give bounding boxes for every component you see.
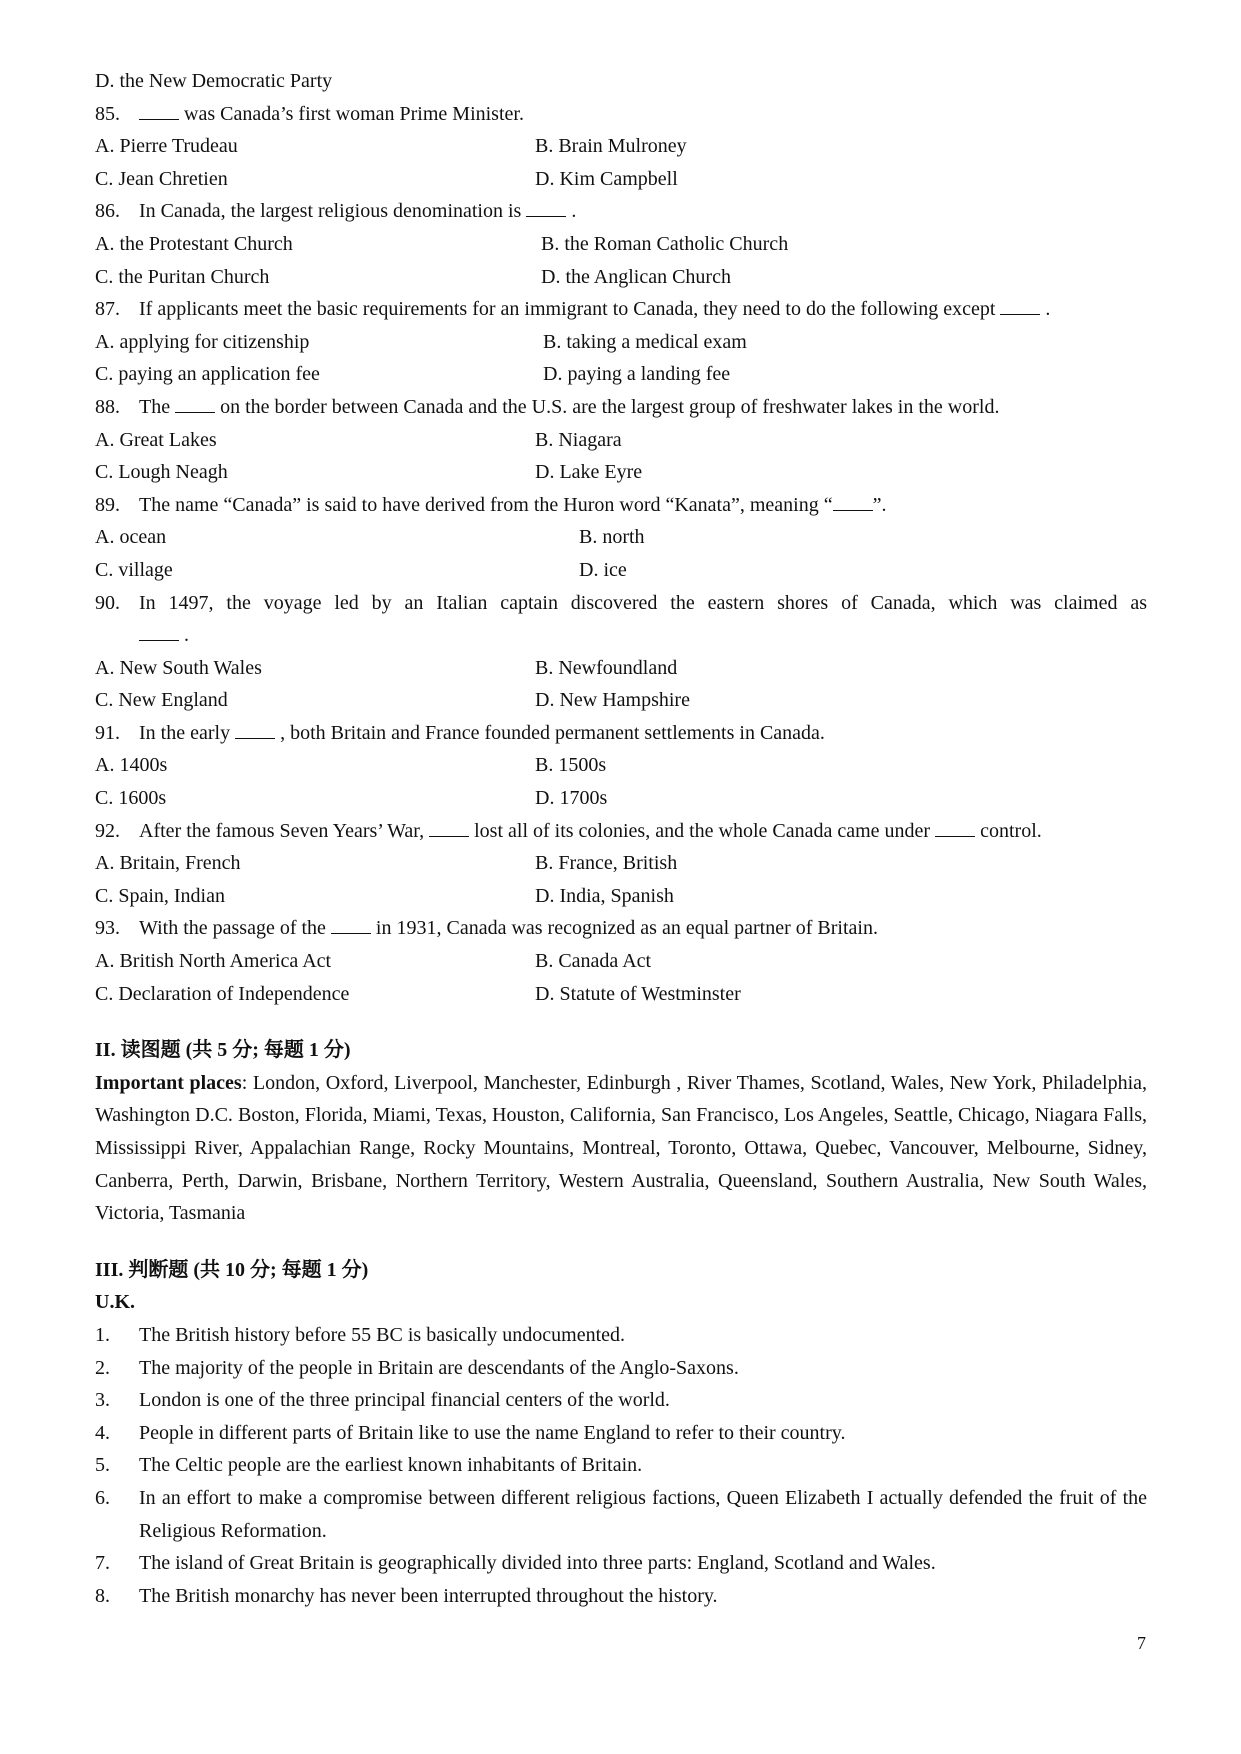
answer-blank xyxy=(935,818,975,837)
option-b: B. Niagara xyxy=(535,428,622,451)
question-text: In 1497, the voyage led by an Italian captain discovered the eastern shores of Canada, which was claimed as xyxy=(139,591,1147,614)
question-number: 86. xyxy=(95,200,120,223)
question-87 xyxy=(95,293,1147,391)
question-text-tail: on the border between Canada and the U.S. are the largest group of freshwater lakes in the world. xyxy=(215,395,1000,418)
question-text: After the famous Seven Years’ War, xyxy=(139,819,430,842)
option-d: D. New Hampshire xyxy=(535,689,690,712)
option-c: C. 1600s xyxy=(95,787,167,810)
question-number: 87. xyxy=(95,298,120,321)
option-b: B. taking a medical exam xyxy=(543,330,747,353)
question-93 xyxy=(95,912,1147,1010)
question-91 xyxy=(95,717,1147,815)
option-c: C. Lough Neagh xyxy=(95,461,228,484)
answer-blank xyxy=(429,818,469,837)
important-places-paragraph xyxy=(95,1067,1147,1230)
option-c: C. the Puritan Church xyxy=(95,265,270,288)
option-d: D. Kim Campbell xyxy=(535,167,678,190)
option-c: C. village xyxy=(95,558,173,581)
page-number: 7 xyxy=(1137,1633,1146,1653)
option-b: B. the Roman Catholic Church xyxy=(541,232,789,255)
answer-blank xyxy=(1000,296,1040,315)
question-text-tail: control. xyxy=(975,819,1042,842)
answer-blank xyxy=(833,492,873,511)
important-places-list: : London, Oxford, Liverpool, Manchester, Edinburgh , River Thames, Scotland, Wales, New York, Philadelphia, Washington D.C. Boston, Florida, Miami, Texas, Houston, California, San Francisco, Los Angeles, Seattle, Chicago, Niagara Falls, Mississippi River, Appalachian Range, Rocky Mountains, Montreal, Toronto, Ottawa, Quebec, Vancouver, Melbourne, Sidney, Canberra, Perth, Darwin, Brisbane, Northern Territory, Western Australia, Queensland, Southern Australia, New South Wales, Victoria, Tasmania xyxy=(95,1071,1148,1225)
option-d: D. ice xyxy=(579,558,627,581)
option-c: C. Jean Chretien xyxy=(95,167,228,190)
question-number: 89. xyxy=(95,493,120,516)
question-text: In Canada, the largest religious denomination is xyxy=(139,200,527,223)
question-number: 88. xyxy=(95,395,120,418)
question-text: The xyxy=(139,395,176,418)
option-a: A. the Protestant Church xyxy=(95,232,293,255)
list-item: 8. The British monarchy has never been interrupted throughout the history. xyxy=(95,1584,718,1607)
option-b: B. Newfoundland xyxy=(535,656,678,679)
question-number: 85. xyxy=(95,102,120,125)
list-item: 1. The British history before 55 BC is basically undocumented. xyxy=(95,1323,626,1346)
answer-blank xyxy=(139,101,179,120)
option-d: D. 1700s xyxy=(535,787,608,810)
question-number: 91. xyxy=(95,721,120,744)
option-a: A. ocean xyxy=(95,526,167,549)
page-content xyxy=(95,65,1147,1612)
option-b: B. north xyxy=(579,526,645,549)
answer-blank xyxy=(175,394,215,413)
important-places-label: Important places xyxy=(95,1071,242,1094)
option-a: A. Britain, French xyxy=(95,852,241,875)
option-a: A. New South Wales xyxy=(95,656,262,679)
question-90 xyxy=(95,587,1147,717)
question-text: was Canada’s first woman Prime Minister. xyxy=(179,102,524,125)
question-text: If applicants meet the basic requirements for an immigrant to Canada, they need to do the following except xyxy=(139,298,1001,321)
option-b: B. 1500s xyxy=(535,754,607,777)
option-a: A. applying for citizenship xyxy=(95,330,310,353)
question-text-tail: . xyxy=(179,624,189,647)
answer-blank xyxy=(139,622,179,641)
question-text-tail: . xyxy=(566,200,577,223)
section-subheading: U.K. xyxy=(95,1291,135,1314)
answer-blank xyxy=(526,198,566,217)
question-text: In the early xyxy=(139,721,236,744)
option-a: A. Great Lakes xyxy=(95,428,217,451)
option-d: D. Lake Eyre xyxy=(535,461,643,484)
question-89 xyxy=(95,489,1147,587)
option-d: D. Statute of Westminster xyxy=(535,982,741,1005)
question-85 xyxy=(95,98,1147,196)
question-86 xyxy=(95,195,1147,293)
option-d: D. the Anglican Church xyxy=(541,265,731,288)
list-item: 2. The majority of the people in Britain are descendants of the Anglo-Saxons. xyxy=(95,1356,739,1379)
option-c: C. paying an application fee xyxy=(95,363,320,386)
question-text-tail: . xyxy=(1040,298,1051,321)
question-text: The name “Canada” is said to have derived from the Huron word “Kanata”, meaning “ xyxy=(139,493,833,516)
lead-option: D. the New Democratic Party xyxy=(95,70,333,92)
section-true-false xyxy=(95,1254,1147,1613)
question-number: 90. xyxy=(95,591,120,614)
question-text-tail: in 1931, Canada was recognized as an equal partner of Britain. xyxy=(370,917,878,940)
question-text-tail: , both Britain and France founded permanent settlements in Canada. xyxy=(275,721,825,744)
section-heading: III. 判断题 (共 10 分; 每题 1 分) xyxy=(95,1258,369,1281)
option-a: A. 1400s xyxy=(95,754,168,777)
option-a: A. Pierre Trudeau xyxy=(95,135,238,158)
option-c: C. New England xyxy=(95,689,228,712)
option-d: D. India, Spanish xyxy=(535,884,674,907)
question-88 xyxy=(95,391,1147,489)
section-heading: II. 读图题 (共 5 分; 每题 1 分) xyxy=(95,1039,351,1062)
option-b: B. France, British xyxy=(535,852,678,875)
question-text: With the passage of the xyxy=(139,917,331,940)
option-a: A. British North America Act xyxy=(95,950,332,973)
question-text-mid: lost all of its colonies, and the whole Canada came under xyxy=(469,819,936,842)
question-text-tail: ”. xyxy=(872,493,887,516)
question-number: 93. xyxy=(95,917,120,940)
list-item: 4. People in different parts of Britain like to use the name England to refer to their country. xyxy=(95,1421,846,1444)
list-item: 6. In an effort to make a compromise between different religious factions, Queen Elizabeth I actually defended the fruit of the Religious Reformation. xyxy=(95,1486,1147,1542)
list-item: 5. The Celtic people are the earliest known inhabitants of Britain. xyxy=(95,1454,643,1477)
section-map-reading xyxy=(95,1034,1147,1230)
option-c: C. Spain, Indian xyxy=(95,884,225,907)
answer-blank xyxy=(235,720,275,739)
option-c: C. Declaration of Independence xyxy=(95,982,350,1005)
option-d: D. paying a landing fee xyxy=(543,363,731,386)
answer-blank xyxy=(331,915,371,934)
option-b: B. Canada Act xyxy=(535,950,652,973)
question-number: 92. xyxy=(95,819,120,842)
list-item: 7. The island of Great Britain is geographically divided into three parts: England, Scotland and Wales. xyxy=(95,1552,936,1575)
list-item: 3. London is one of the three principal financial centers of the world. xyxy=(95,1389,670,1412)
question-92 xyxy=(95,815,1147,913)
option-b: B. Brain Mulroney xyxy=(535,135,687,158)
